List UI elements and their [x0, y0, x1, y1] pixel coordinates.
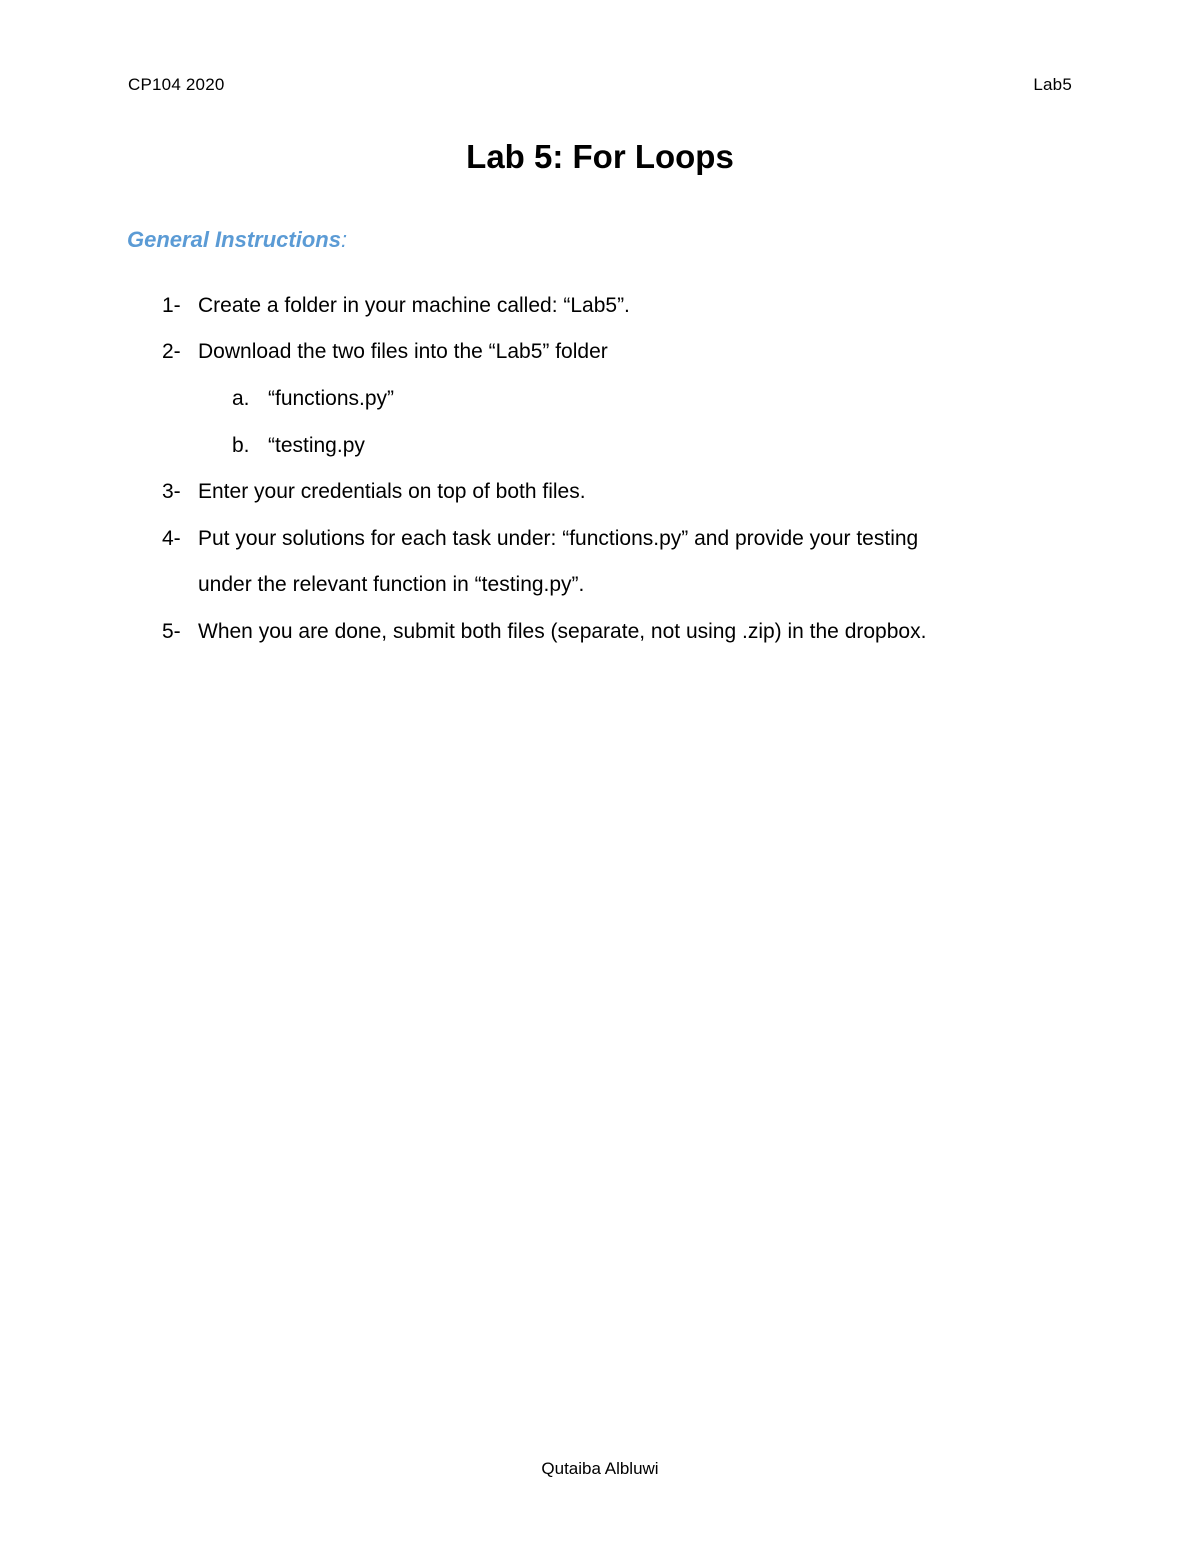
- header-course-label: CP104 2020: [128, 75, 225, 94]
- instruction-number: 5-: [162, 620, 181, 643]
- header-lab-label: Lab5: [1033, 75, 1072, 94]
- section-heading: [127, 227, 347, 253]
- instruction-number: 4-: [162, 527, 181, 550]
- instruction-item-5: [162, 618, 926, 646]
- instruction-text: When you are done, submit both files (separate, not using .zip) in the dropbox.: [198, 620, 927, 643]
- instruction-number: 2-: [162, 340, 181, 363]
- instruction-number: 3-: [162, 480, 181, 503]
- instruction-item-4: [162, 525, 918, 553]
- instruction-item-2: [162, 338, 608, 366]
- sub-item-a: [232, 385, 394, 413]
- instruction-number: 1-: [162, 294, 181, 317]
- sub-item-b: [232, 432, 365, 460]
- instruction-item-1: [162, 292, 630, 320]
- sub-item-text: “functions.py”: [268, 387, 395, 410]
- section-heading-colon: :: [340, 227, 348, 252]
- sub-item-letter: b.: [232, 434, 250, 457]
- instruction-item-3: [162, 478, 586, 506]
- instruction-text: Create a folder in your machine called: “Lab5”.: [198, 294, 630, 317]
- section-heading-text: General Instructions: [127, 227, 341, 252]
- sub-item-letter: a.: [232, 387, 250, 410]
- instruction-text: Download the two files into the “Lab5” folder: [198, 340, 608, 363]
- instruction-text: Enter your credentials on top of both files.: [198, 480, 586, 503]
- footer-author: Qutaiba Albluwi: [541, 1459, 659, 1478]
- sub-item-text: “testing.py: [268, 434, 365, 457]
- instruction-text: Put your solutions for each task under: “functions.py” and provide your testing: [198, 527, 919, 550]
- instruction-item-4-continuation: under the relevant function in “testing.py”.: [198, 573, 585, 596]
- page-title: Lab 5: For Loops: [466, 138, 734, 175]
